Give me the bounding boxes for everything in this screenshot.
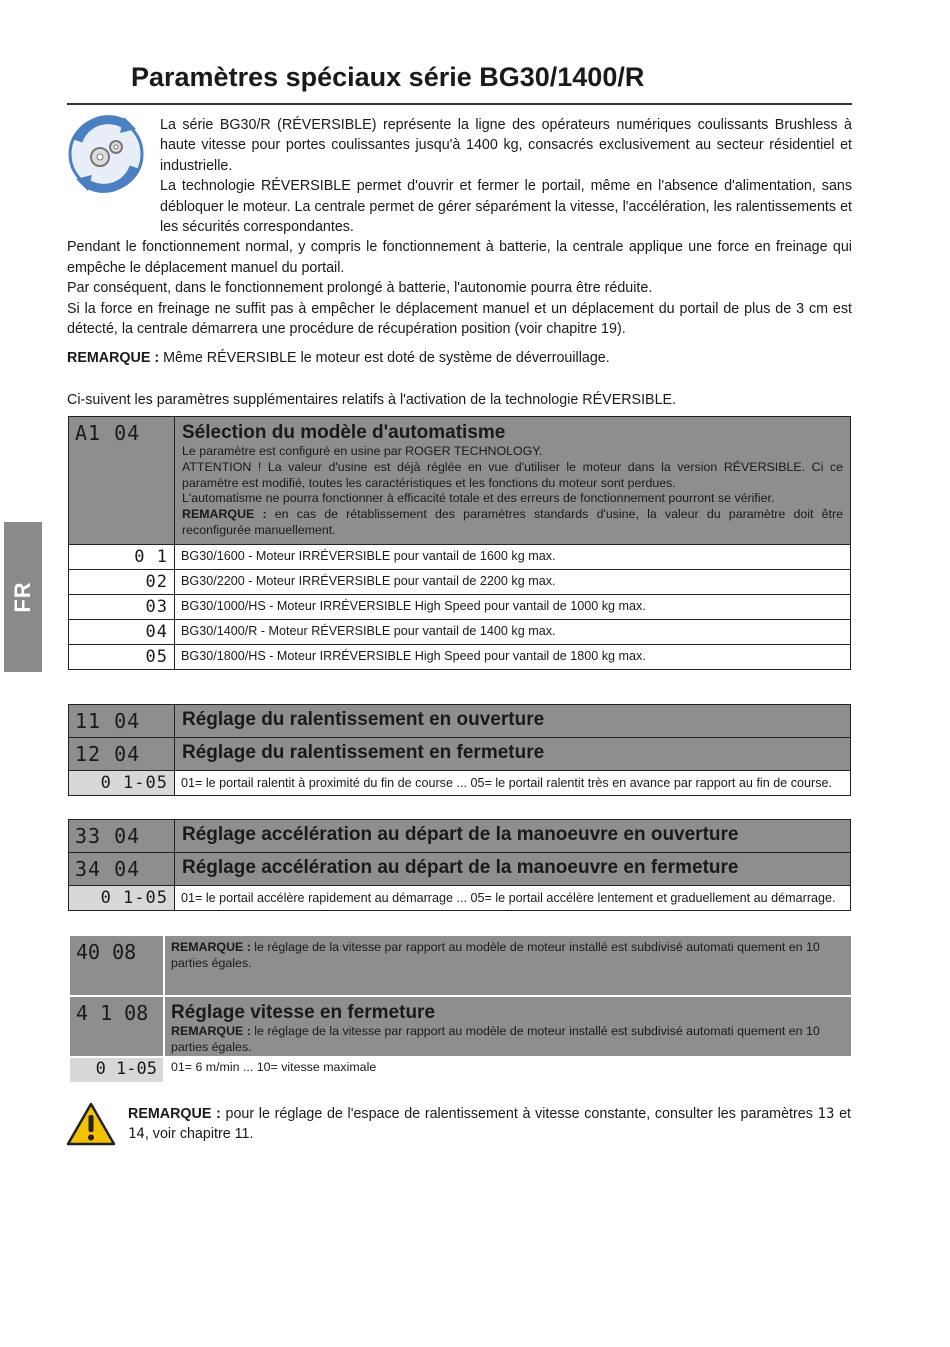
- param-code: 11 04: [69, 705, 175, 738]
- param-note: REMARQUE : le réglage de la vitesse par rapport au modèle de moteur installé est subdivisé automati quement en 10 parties égales.: [171, 1024, 820, 1054]
- speed-param-block: [70, 936, 851, 1082]
- language-label: FR: [10, 581, 35, 613]
- range-code: 0 1-05: [69, 886, 175, 911]
- intro-paragraph: Pendant le fonctionnement normal, y compris le fonctionnement à batterie, la centrale applique une force en freinage qui empêche le déplacement manuel du portail.: [67, 239, 852, 276]
- param-code: A1 04: [69, 417, 175, 545]
- range-description: 01= le portail ralentit à proximité du fin de course ... 05= le portail ralentit très en avance par rapport au fin de course.: [175, 771, 851, 796]
- slowdown-param-table: [68, 704, 851, 796]
- option-code: 0 1: [69, 544, 175, 569]
- param-title: Sélection du modèle d'automatisme: [182, 422, 506, 443]
- range-code: 0 1-05: [69, 771, 175, 796]
- param-title: Réglage accélération au départ de la manoeuvre en fermeture: [175, 853, 851, 886]
- remark-line: REMARQUE : Même RÉVERSIBLE le moteur est doté de système de déverrouillage.: [67, 350, 610, 366]
- intro-paragraph: La série BG30/R (RÉVERSIBLE) représente la ligne des opérateurs numériques coulissants Brushless à haute vitesse pour portes coulissantes jusqu'à 1400 kg, consacrés exclusivement au secteur résidentiel et industrielle.: [160, 117, 852, 174]
- param-header: [165, 997, 851, 1056]
- page-title: Paramètres spéciaux série BG30/1400/R: [131, 62, 645, 92]
- option-text: BG30/2200 - Moteur IRRÉVERSIBLE pour vantail de 2200 kg max.: [175, 569, 851, 594]
- warning-text: REMARQUE : pour le réglage de l'espace de ralentissement à vitesse constante, consulter les paramètres 13 et 14, voir chapitre 11.: [128, 1106, 851, 1143]
- param-code: 33 04: [69, 820, 175, 853]
- param-code: 40 08: [70, 936, 163, 995]
- option-code: 05: [69, 644, 175, 669]
- param-note: REMARQUE : le réglage de la vitesse par rapport au modèle de moteur installé est subdivisé automati quement en 10 parties égales.: [171, 940, 820, 970]
- param-code: 4 1 08: [70, 997, 163, 1056]
- param-code: 34 04: [69, 853, 175, 886]
- option-code: 02: [69, 569, 175, 594]
- option-text: BG30/1800/HS - Moteur IRRÉVERSIBLE High Speed pour vantail de 1800 kg max.: [175, 644, 851, 669]
- option-text: BG30/1000/HS - Moteur IRRÉVERSIBLE High Speed pour vantail de 1000 kg max.: [175, 594, 851, 619]
- following-params-line: Ci-suivent les paramètres supplémentaires relatifs à l'activation de la technologie RÉVERSIBLE.: [67, 392, 677, 408]
- param-header: [165, 936, 851, 995]
- param-title: Réglage du ralentissement en ouverture: [175, 705, 851, 738]
- intro-paragraph: La technologie RÉVERSIBLE permet d'ouvrir et fermer le portail, même en l'absence d'alimentation, sans débloquer le moteur. La centrale permet de gérer séparément la vitesse, l'accélération, les ralentissements et les sécurités correspondantes.: [160, 178, 852, 236]
- param-title: Réglage vitesse en fermeture: [171, 1002, 436, 1023]
- intro-paragraph: Par conséquent, dans le fonctionnement prolongé à batterie, l'autonomie pourra être réduite.: [67, 280, 653, 297]
- warning-icon: [66, 1102, 116, 1146]
- option-text: BG30/1600 - Moteur IRRÉVERSIBLE pour vantail de 1600 kg max.: [175, 544, 851, 569]
- intro-text: [67, 115, 852, 339]
- title-rule: [67, 103, 852, 105]
- param-title: Réglage accélération au départ de la manoeuvre en ouverture: [175, 820, 851, 853]
- language-tab: [4, 522, 42, 672]
- range-description: 01= 6 m/min ... 10= vitesse maximale: [171, 1060, 377, 1074]
- param-title: Réglage du ralentissement en fermeture: [175, 738, 851, 771]
- range-code: 0 1-05: [70, 1058, 163, 1082]
- param-header: Sélection du modèle d'automatisme Le paramètre est configuré en usine par ROGER TECHNOLOGY. ATTENTION ! La valeur d'usine est déjà réglée en vue d'utiliser le moteur dans la version RÉVERSIBLE. Ci ce paramètre est modifié, toutes les caractéristiques et les fonctions du moteur sont perdues. L'automatisme ne pourra fonctionner à efficacité totale et des erreurs de fonctionnement pourront se vérifier. REMARQUE : en cas de rétablissement des paramètres standards d'usine, la valeur du paramètre doit être reconfigurée manuellement.: [175, 417, 851, 545]
- option-text: BG30/1400/R - Moteur RÉVERSIBLE pour vantail de 1400 kg max.: [175, 619, 851, 644]
- accel-param-table: [68, 819, 851, 911]
- model-param-table: [68, 416, 851, 670]
- range-description: 01= le portail accélère rapidement au démarrage ... 05= le portail accélère lentement et graduellement au démarrage.: [175, 886, 851, 911]
- intro-paragraph: Si la force en freinage ne suffit pas à empêcher le déplacement manuel et un déplacement du portail de plus de 3 cm est détecté, la centrale démarrera une procédure de récupération position (voir chapitre 19).: [67, 300, 852, 338]
- option-code: 03: [69, 594, 175, 619]
- option-code: 04: [69, 619, 175, 644]
- param-code: 12 04: [69, 738, 175, 771]
